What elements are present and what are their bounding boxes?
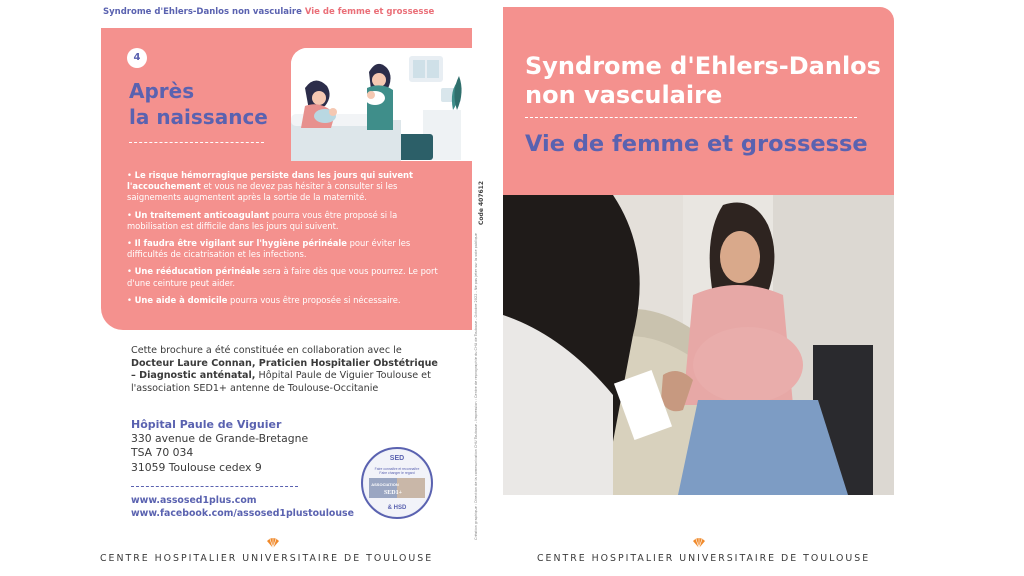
hospital-address <box>131 432 308 475</box>
address-line: 330 avenue de Grande-Bretagne <box>131 432 309 445</box>
bullet-item: • Une rééducation périnéale sera à faire dès que vous pourrez. Le port d'une ceinture peut aider. <box>127 266 438 288</box>
cover-subtitle: Vie de femme et grossesse <box>525 131 868 157</box>
postpartum-illustration <box>291 48 472 161</box>
cover-title-line2: non vasculaire <box>525 81 723 109</box>
logo-line1: Faire connaître et reconnaître <box>374 467 420 471</box>
links-divider <box>131 486 298 487</box>
section-title-line1: Après <box>129 79 195 103</box>
bullet-list <box>127 170 445 312</box>
section-title-line2: la naissance <box>129 105 268 129</box>
chu-footer-front: CENTRE HOSPITALIER UNIVERSITAIRE DE TOULOUSE <box>537 553 871 564</box>
print-credits: Création graphique : Direction de la communication CHU Toulouse - Impression : Centre de reprographie du CHU de Toulouse - Octobre 2022 - Ne pas jeter sur la voie publique <box>474 233 478 540</box>
running-header-topic: Vie de femme et grossesse <box>304 7 435 17</box>
section-title <box>129 78 268 130</box>
running-header <box>103 7 434 17</box>
chu-footer-back: CENTRE HOSPITALIER UNIVERSITAIRE DE TOULOUSE <box>100 553 434 564</box>
pregnant-woman-photo <box>503 195 894 495</box>
section-number-badge: 4 <box>127 48 147 68</box>
bullet-item: • Un traitement anticoagulant pourra vous être proposé si la mobilisation est difficile dans les jours qui suivent. <box>127 209 398 231</box>
document-code: Code 407612 <box>478 180 485 225</box>
sed-association-logo <box>361 447 433 519</box>
logo-name: SED1+ <box>383 490 403 496</box>
hospital-name: Hôpital Paule de Viguier <box>131 418 282 431</box>
collaboration-note: Cette brochure a été constituée en collaboration avec le Docteur Laure Connan, Praticien Hospitalier Obstétrique – Diagnostic anténatal, Hôpital Paule de Viguier Toulouse et l'association SED1+ antenne de Toulouse-Occitanie <box>131 345 438 395</box>
section-divider <box>129 142 264 143</box>
logo-line2: Faire changer le regard <box>379 471 415 475</box>
links-block <box>131 494 354 520</box>
cover-divider <box>525 117 857 118</box>
address-line: TSA 70 034 <box>131 446 194 460</box>
running-header-subject: Syndrome d'Ehlers-Danlos non vasculaire <box>103 7 302 17</box>
logo-assoc: ASSOCIATION <box>371 482 399 487</box>
cover-title-line1: Syndrome d'Ehlers-Danlos <box>525 52 881 80</box>
logo-top-text: SED <box>389 455 405 462</box>
bullet-item: • Une aide à domicile pourra vous être proposée si nécessaire. <box>127 294 401 305</box>
cover-title <box>525 52 881 110</box>
address-line: 31059 Toulouse cedex 9 <box>131 460 262 474</box>
website-link[interactable]: www.assosed1plus.com <box>131 495 257 506</box>
logo-bottom-text: & HSD <box>387 505 407 511</box>
bullet-item: • Il faudra être vigilant sur l'hygiène périnéale pour éviter les difficultés de cicatrisation et les infections. <box>127 238 411 260</box>
chu-shell-icon-front <box>692 537 706 549</box>
bullet-item: • Le risque hémorragique persiste dans les jours qui suivent l'accouchement et vous ne devez pas hésiter à consulter si les saignements augmentent après la sortie de la maternité. <box>127 170 414 203</box>
facebook-link[interactable]: www.facebook.com/assosed1plustoulouse <box>131 508 354 519</box>
chu-shell-icon <box>266 537 280 549</box>
